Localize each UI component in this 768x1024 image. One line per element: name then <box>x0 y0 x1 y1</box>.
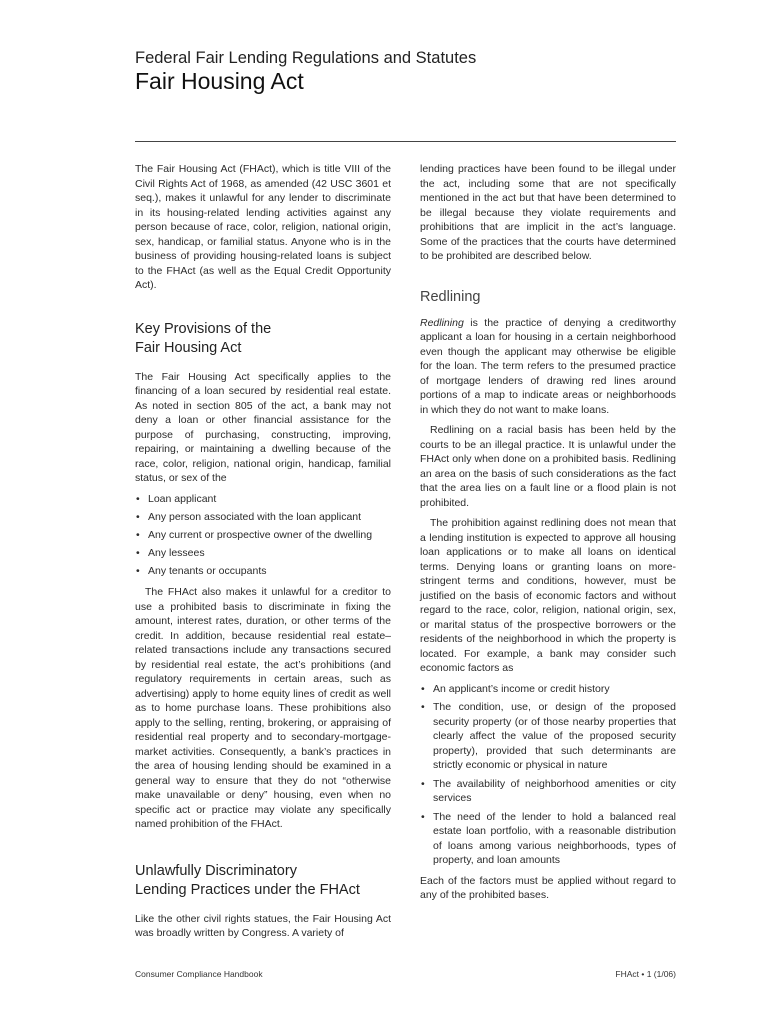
redlining-definition-paragraph <box>420 316 676 418</box>
list-item: • An applicant’s income or credit history <box>421 682 610 695</box>
unlawful-practices-heading-line2: Lending Practices under the FHAct <box>135 881 360 898</box>
section-kicker: Federal Fair Lending Regulations and Statutes <box>135 49 477 67</box>
unlawful-practices-paragraph: Like the other civil rights statues, the Fair Housing Act was broadly written by Congress. A variety of <box>135 912 391 939</box>
intro-paragraph: The Fair Housing Act (FHAct), which is title VIII of the Civil Rights Act of 1968, as amended (42 USC 3601 et seq.), makes it unlawful for any lender to discriminate in its housing-related lending activities against any person because of race, color, religion, national origin, sex, handicap, or familial status. Anyone who is in the business of providing housing-related loans is subject to the FHAct (as well as the Equal Credit Opportunity Act). <box>135 163 391 291</box>
redlining-definition-text: is the practice of denying a creditworthy applicant a loan for housing in a certain neighborhood even though the applicant may otherwise be eligible for the loan. The term refers to the presumed practice of mortgage lenders of drawing red lines around portions of a map to indicate areas or neighborhoods in which they do not want to make loans. <box>420 316 676 416</box>
left-column <box>135 162 391 941</box>
footer-handbook-title: Consumer Compliance Handbook <box>135 969 263 979</box>
right-column <box>420 162 676 903</box>
key-provisions-heading-line2: Fair Housing Act <box>135 339 242 356</box>
list-item: • Any person associated with the loan applicant <box>136 510 362 523</box>
list-item: • Any tenants or occupants <box>136 564 267 577</box>
unlawful-practices-heading <box>135 862 391 900</box>
page-title: Fair Housing Act <box>135 68 304 94</box>
closing-paragraph: Each of the factors must be applied without regard to any of the prohibited bases. <box>420 874 676 901</box>
economic-factors-list <box>420 682 676 868</box>
fhact-also-paragraph: The FHAct also makes it unlawful for a creditor to use a prohibited basis to discriminate in fixing the amount, interest rates, duration, or other terms of the credit. In addition, because residential real estate–related transactions include any transactions secured by residential real estate, the act’s prohibitions (and regulatory requirements in certain areas, such as advertising) apply to home equity lines of credit as well as to home purchase loans. These prohibitions also apply to the selling, renting, brokering, or appraising of residential real property and to secondary-mortgage-market activities. Consequently, a bank’s practices in the area of housing lending should be examined in a general way to ensure that they do not “otherwise make unavailable or deny” housing, even when no specific act or practice may violate any specifically named prohibition of the FHAct. <box>135 586 391 830</box>
racial-basis-paragraph: Redlining on a racial basis has been held by the courts to be an illegal practice. It is unlawful under the FHAct only when done on a prohibited basis. Redlining an area on the basis of such considerations as the fact that the area lies on a fault line or a flood plain is not prohibited. <box>420 424 676 509</box>
redlining-term: Redlining <box>420 316 464 329</box>
list-item: • Any lessees <box>136 546 205 559</box>
list-item: • Any current or prospective owner of the dwelling <box>136 528 373 541</box>
list-item: • The availability of neighborhood amenities or city services <box>421 777 676 804</box>
footer-page-number: FHAct • 1 (1/06) <box>615 969 676 979</box>
page-header <box>135 48 676 94</box>
key-provisions-heading <box>135 320 391 358</box>
list-item: • The condition, use, or design of the proposed security property (or of those nearby properties that clearly affect the value of the proposed security property), provided that such determinants are strictly economic or physical in nature <box>421 701 676 771</box>
list-item: • Loan applicant <box>136 492 217 505</box>
redlining-prohibition-paragraph: The prohibition against redlining does not mean that a lending institution is expected to approve all housing loan applications or to make all loans on identical terms. Denying loans or granting loans on more-stringent terms and conditions, however, must be justified on the basis of economic factors and without regard to the race, color, religion, national origin, sex, or marital status of the prospective borrowers or the residents of the neighborhood in which the property is located. For example, a bank may consider such economic factors as <box>420 517 676 674</box>
header-rule <box>135 141 676 142</box>
applicant-bullet-list <box>135 492 391 579</box>
continued-paragraph: lending practices have been found to be illegal under the act, including some that are not specifically mentioned in the act but that have been determined to be illegal because they violate requirements and prohibitions that are implicit in the act’s language. Some of the practices that the courts have determined to be prohibited are described below. <box>420 163 676 262</box>
key-provisions-paragraph: The Fair Housing Act specifically applies to the financing of a loan secured by residential real estate. As noted in section 805 of the act, a bank may not deny a loan or other financial assistance for the purpose of purchasing, constructing, improving, repairing, or maintaining a dwelling because of the race, color, religion, national origin, handicap, familial status, or sex of the <box>135 370 391 484</box>
key-provisions-heading-line1: Key Provisions of the <box>135 320 272 337</box>
redlining-heading: Redlining <box>420 288 481 305</box>
list-item: • The need of the lender to hold a balanced real estate loan portfolio, with a reasonable distribution of loans among various neighborhoods, types of property, and loan amounts <box>421 810 676 866</box>
unlawful-practices-heading-line1: Unlawfully Discriminatory <box>135 862 297 879</box>
